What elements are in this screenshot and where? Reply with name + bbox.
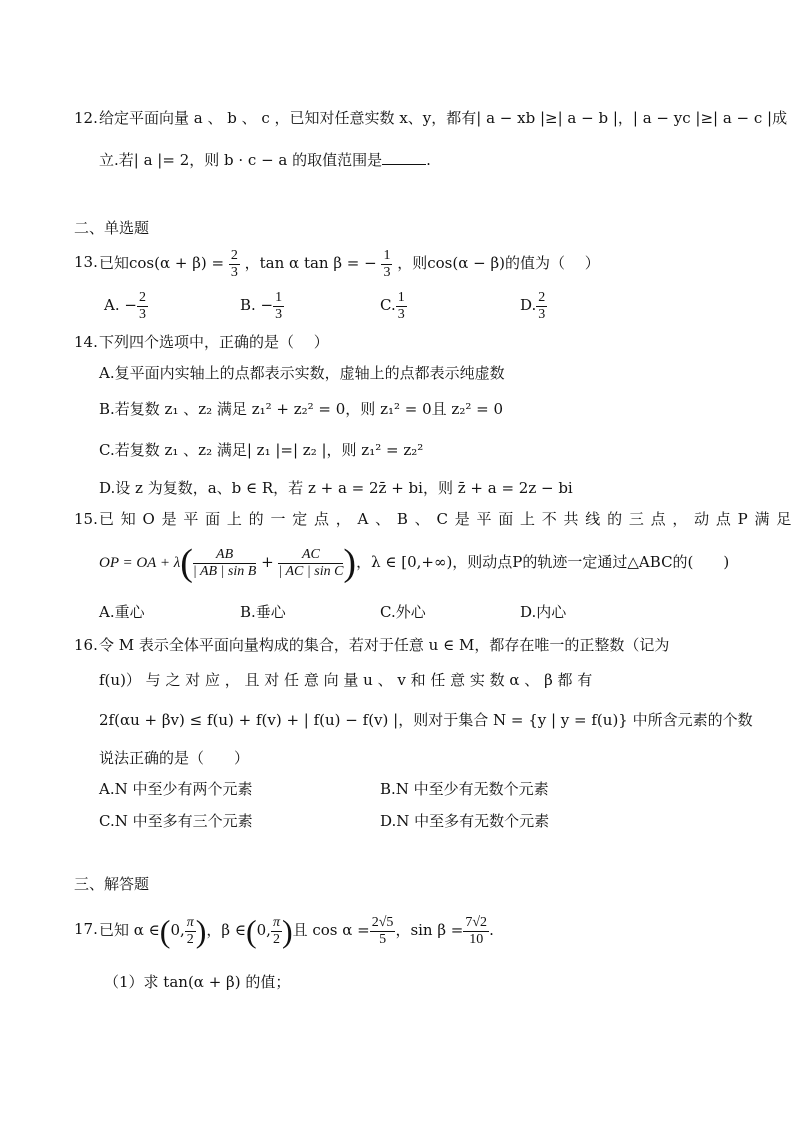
q16-option-d[interactable]: D.N 中至多有无数个元素 (380, 812, 550, 830)
q14-option-c[interactable]: C.若复数 z₁ 、z₂ 满足| z₁ |=| z₂ |，则 z₁² = z₂² (99, 441, 424, 459)
q16-number: 16. (74, 636, 98, 654)
q12-line2-suffix: . (426, 151, 431, 169)
q16-line1: 令 M 表示全体平面向量构成的集合，若对于任意 u ∈ M，都存在唯一的正整数（记为 (99, 636, 670, 654)
q16-line2: f(u)） 与 之 对 应 ， 且 对 任 意 向 量 u 、 v 和 任 意 实 数 α 、 β 都 有 (99, 671, 593, 689)
q16-option-b[interactable]: B.N 中至少有无数个元素 (380, 780, 549, 798)
q15-number: 15. (74, 510, 98, 528)
q15-option-d[interactable]: D.内心 (520, 603, 567, 621)
q14-option-d[interactable]: D.设 z 为复数，a、b ∈ R，若 z + a = 2z̄ + bi，则 z̄ + a = 2z − bi (99, 479, 573, 497)
answer-blank[interactable] (382, 150, 426, 165)
q13-option-d[interactable]: D. $\frac{2}{3}$ (520, 289, 546, 322)
q14-option-a[interactable]: A.复平面内实轴上的点都表示实数，虚轴上的点都表示纯虚数 (99, 364, 505, 382)
q13-stem-prefix: 已知cos(α + β) = (99, 254, 225, 272)
q16-option-a[interactable]: A.N 中至少有两个元素 (99, 780, 253, 798)
q13-option-a[interactable]: A. − $\frac{2}{3}$ (104, 289, 146, 322)
q15-eq-lhs: OP = OA + λ (99, 555, 181, 571)
q15-option-c[interactable]: C.外心 (380, 603, 426, 621)
q12-line2 (99, 150, 431, 170)
q17-subquestion-1: （1）求 tan(α + β) 的值； (104, 973, 291, 991)
left-paren: ( (180, 542, 193, 584)
q16-option-c[interactable]: C.N 中至多有三个元素 (99, 812, 253, 830)
q13-option-c[interactable]: C. $\frac{1}{3}$ (380, 289, 405, 322)
q14-stem: 下列四个选项中，正确的是（ ） (99, 333, 329, 351)
q12-line1: 给定平面向量 a 、 b 、 c ，已知对任意实数 x、y，都有| a − xb |≥| a − b |，| a − yc |≥| a − c |成 (99, 109, 788, 127)
right-paren: ) (343, 542, 357, 584)
q12-number: 12. (74, 109, 98, 127)
q12-line2-text: 立.若| a |= 2，则 b · c − a 的取值范围是 (99, 151, 383, 169)
q13-stem (99, 246, 600, 281)
q15-frac-ab: $\frac{AB}{\text{| AB | sin B}}$ (192, 546, 257, 579)
q15-frac-ac: $\frac{AC}{\text{| AC | sin C}}$ (278, 546, 344, 579)
q14-number: 14. (74, 333, 98, 351)
q15-equation: OP = OA + λ( $\frac{AB}{\text{| AB | sin B}}$ + $\frac{AC}{\text{| AC | sin C}}$ )，λ ∈ [0,+∞)，则动点P的轨迹一定通过△ABC的( ) (99, 542, 730, 584)
q14-option-b[interactable]: B.若复数 z₁ 、z₂ 满足 z₁² + z₂² = 0，则 z₁² = 0且 z₂² = 0 (99, 400, 503, 418)
q13-option-b[interactable]: B. − $\frac{1}{3}$ (240, 289, 283, 322)
q15-option-b[interactable]: B.垂心 (240, 603, 286, 621)
q13-frac2: $\frac{1}{3}$ (383, 247, 391, 280)
q13-frac1: $\frac{2}{3}$ (230, 247, 238, 280)
q16-line4: 说法正确的是（ ） (99, 749, 250, 767)
q17-number: 17. (74, 920, 98, 938)
q13-stem-suffix: ，则cos(α − β)的值为（ ） (397, 254, 600, 272)
section-title-solution: 三、解答题 (74, 875, 150, 893)
q15-eq-tail: ，λ ∈ [0,+∞)，则动点P的轨迹一定通过△ABC的( ) (356, 553, 730, 571)
q16-line3: 2f(αu + βv) ≤ f(u) + f(v) + | f(u) − f(v) |，则对于集合 N = {y | y = f(u)} 中所含元素的个数 (99, 711, 753, 729)
q13-stem-mid: ，tan α tan β = − (244, 254, 377, 272)
q15-option-a[interactable]: A.重心 (99, 603, 145, 621)
q17-stem: 已知 α ∈(0, $\frac{\pi}{2}$ )，β ∈(0, $\frac{\pi}{2}$ )且 cos α = $\frac{2√5}{5}$ ，sin β = $\frac{7√2}{10}$ . (99, 913, 494, 949)
q13-number: 13. (74, 253, 98, 271)
section-title-single-choice: 二、单选题 (74, 219, 150, 237)
q15-line1: 已 知 O 是 平 面 上 的 一 定 点 ， A 、 B 、 C 是 平 面 上 不 共 线 的 三 点 ， 动 点 P 满 足 (99, 510, 792, 528)
